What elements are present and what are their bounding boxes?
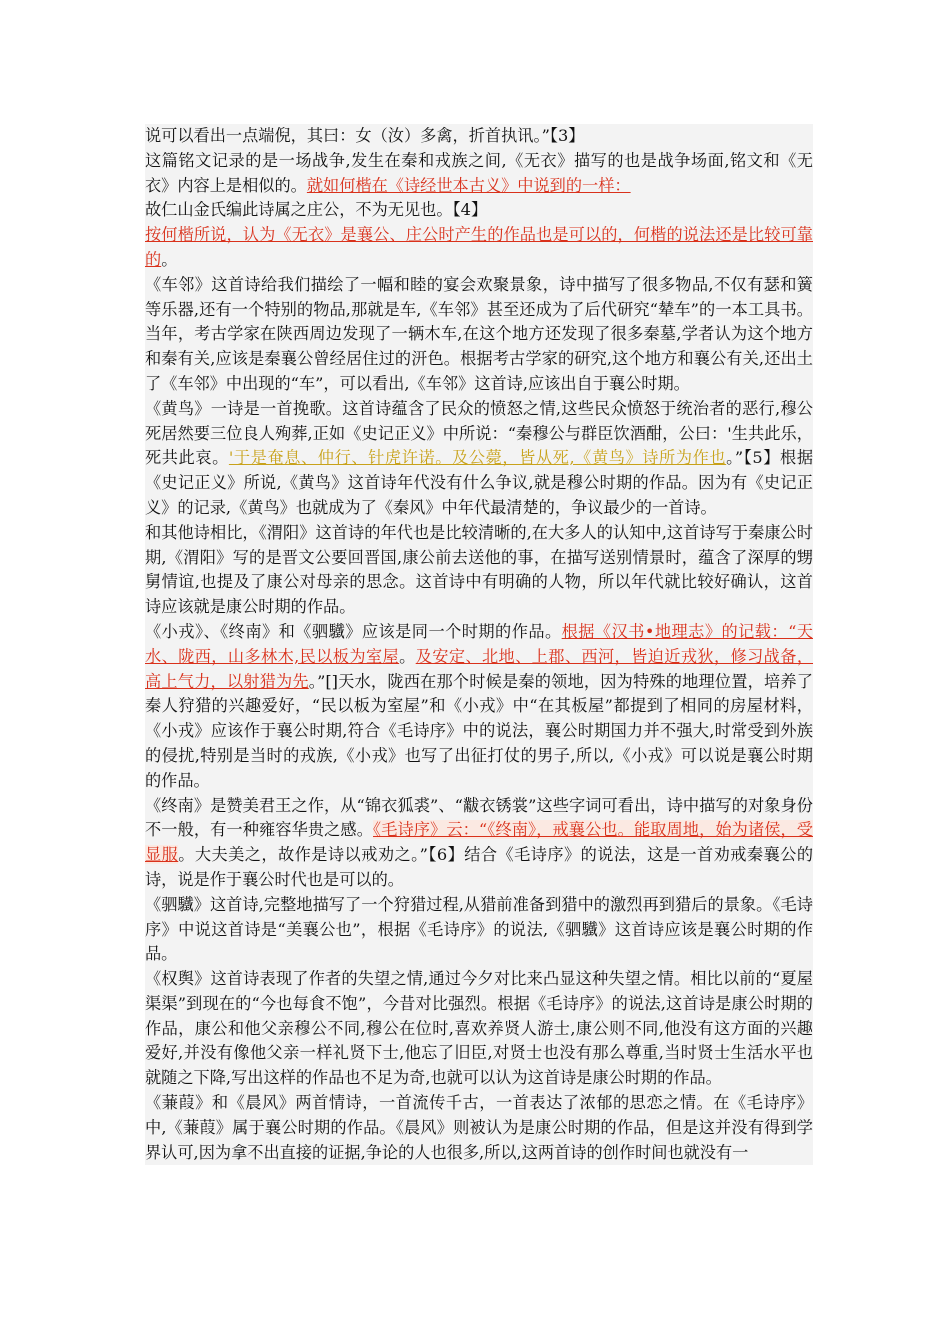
paragraph-1 [145,124,813,149]
text-run: 《蒹葭》和《晨风》两首情诗，一首流传千古，一首表达了浓郁的思恋之情。在《毛诗序》中,《蒹葭》属于襄公时期的作品。《晨风》则被认为是康公时期的作品，但是这并没有得到学界认可,因为拿不出直接的证据,争论的人也很多,所以,这两首诗的创作时间也就没有一 [145,1093,813,1162]
text-run: 《车邻》这首诗给我们描绘了一幅和睦的宴会欢聚景象，诗中描写了很多物品,不仅有瑟和簧等乐器,还有一个特别的物品,那就是车,《车邻》甚至还成为了后代研究“辇车”的一本工具书。当年，考古学家在陕西周边发现了一辆木车,在这个地方还发现了很多秦墓,学者认为这个地方和秦有关,应该是秦襄公曾经居住过的汧色。根据考古学家的研究,这个地方和襄公有关,还出土了《车邻》中出现的“车”，可以看出,《车邻》这首诗,应该出自于襄公时期。 [145,274,813,393]
highlighted-quote: 及安定、北地、上郡、西河，皆迫近戎狄，修习战备，高上气力，以射猎为先 [145,646,814,691]
text-run: 。”[]天水，陇西在那个时候是秦的领地，因为特殊的地理位置，培养了秦人狩猎的兴趣爱好，“民以板为室屋”和《小戎》中“在其板屋”都提到了相同的房屋材料，《小戎》应该作于襄公时期,符合《毛诗序》中的说法，襄公时期国力并不强大,时常受到外族的侵扰,特别是当时的戎族,《小戎》也写了出征打仗的男子,所以,《小戎》可以说是襄公时期的作品。 [145,671,813,790]
paragraph-8 [145,620,813,794]
text-run: 这篇铭文记录的是一场战争,发生在秦和戎族之间,《无衣》描写的也是战争场面,铭文和《无衣》内容上是相似的。 [145,150,813,195]
paragraph-5 [145,273,813,397]
text-run: 故仁山金氏编此诗属之庄公，不为无见也。【4】 [145,200,488,220]
text-run: 。 [161,249,178,269]
text-run: 《小戎》、《终南》和《驷驖》应该是同一个时期的作品。 [145,621,562,641]
text-run: 《权舆》这首诗表现了作者的失望之情,通过今夕对比来凸显这种失望之情。相比以前的“夏屋渠渠”到现在的“今也每食不饱”，今昔对比强烈。根据《毛诗序》的说法,这首诗是康公时期的作品，康公和他父亲穆公不同,穆公在位时,喜欢养贤人游士,康公则不同,他没有这方面的兴趣爱好,并没有像他父亲一样礼贤下士,他忘了旧臣,对贤士也没有那么尊重,当时贤士生活水平也就随之下降,写出这样的作品也不足为奇,也就可以认为这首诗是康公时期的作品。 [145,969,813,1088]
paragraph-2 [145,149,813,199]
paragraph-3 [145,198,813,223]
highlighted-quote: 根据《汉书•地理志》的记载：“天水、陇西，山多林木,民以板为室屋 [145,621,813,666]
paragraph-11 [145,967,813,1091]
paragraph-6 [145,397,813,521]
paragraph-12 [145,1091,813,1165]
text-run: 。 [399,646,416,666]
highlighted-quote: '于是奄息、仲行、针虎许诺。及公薨，皆从死,《黄鸟》诗所为作也 [228,448,727,468]
text-run: 《黄鸟》一诗是一首挽歌。这首诗蕴含了民众的愤怒之情,这些民众愤怒于统治者的恶行,穆公死居然要三位良人殉葬,正如《史记正义》中所说：“秦穆公与群臣饮酒酣，公曰：'生共此乐，死共此哀。 [145,398,813,468]
highlighted-quote: 按何楷所说，认为《无衣》是襄公、庄公时产生的作品也是可以的，何楷的说法还是比较可靠的 [145,225,813,269]
paragraph-10 [145,893,813,967]
text-run: 《驷驖》这首诗,完整地描写了一个狩猎过程,从猎前准备到猎中的激烈再到猎后的景象。《毛诗序》中说这首诗是“美襄公也”，根据《毛诗序》的说法,《驷驖》这首诗应该是襄公时期的作品。 [145,894,813,964]
text-run: 说可以看出一点端倪，其曰：女（汝）多禽，折首执讯。”【3】 [145,126,585,145]
paragraph-7 [145,521,813,620]
document-page [145,124,813,1165]
paragraph-4 [145,223,813,273]
text-run: 和其他诗相比，《渭阳》这首诗的年代也是比较清晰的,在大多人的认知中,这首诗写于秦康公时期,《渭阳》写的是晋文公要回晋国,康公前去送他的事，在描写送别情景时，蕴含了深厚的甥舅情谊,也提及了康公对母亲的思念。这首诗中有明确的人物，所以年代就比较好确认，这首诗应该就是康公时期的作品。 [145,522,813,617]
text-run: 。大夫美之，故作是诗以戒劝之。”【6】结合《毛诗序》的说法，这是一首劝戒秦襄公的诗，说是作于襄公时代也是可以的。 [145,845,814,889]
highlighted-quote: 《毛诗序》云：“《终南》，戒襄公也。能取周地，始为诸侯，受显服 [145,820,813,865]
text-run: 《终南》是赞美君王之作，从“锦衣狐裘”、“黻衣锈裳”这些字词可看出，诗中描写的对象身份不一般，有一种雍容华贵之感。 [145,795,813,840]
paragraph-9 [145,794,813,893]
text-run: 。”【5】根据《史记正义》所说,《黄鸟》这首诗年代没有什么争议,就是穆公时期的作品。因为有《史记正义》的记录,《黄鸟》也就成为了《秦风》中年代最清楚的，争议最少的一首诗。 [145,448,814,517]
highlighted-quote: 就如何楷在《诗经世本古义》中说到的一样： [306,175,631,195]
